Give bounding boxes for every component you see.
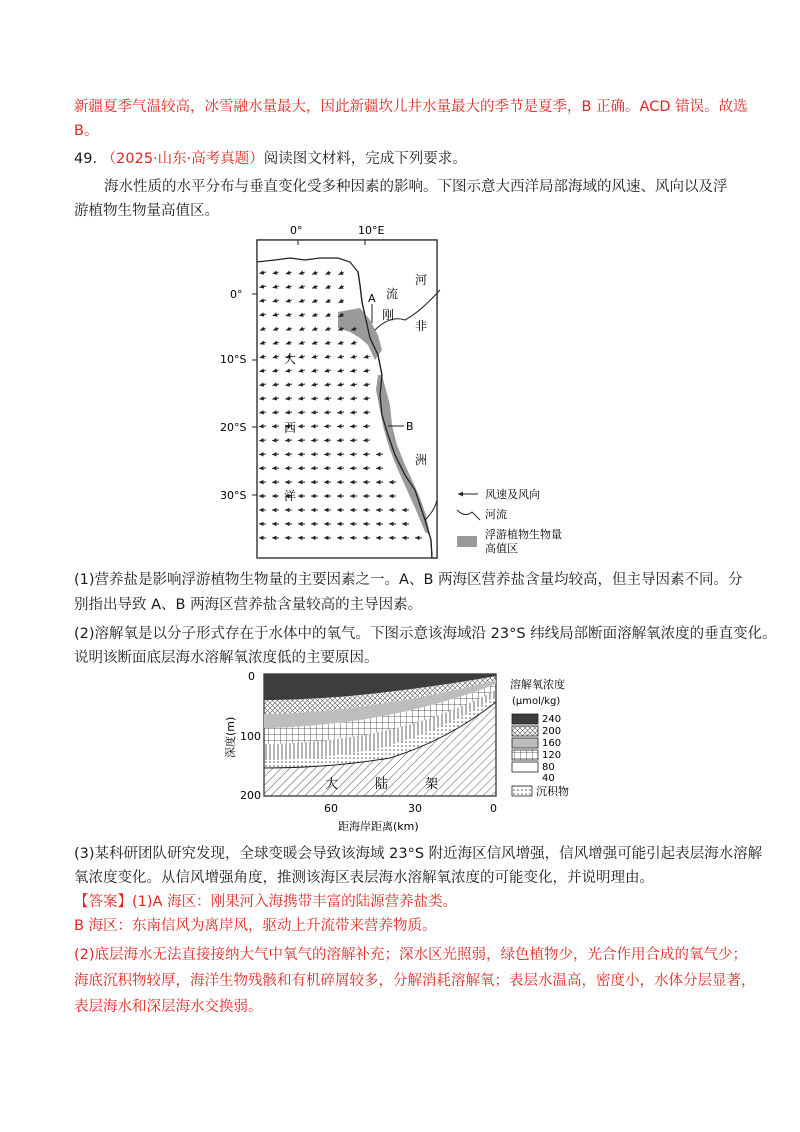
- point-label-b: B: [406, 420, 414, 433]
- question-instruction: 阅读图文材料，完成下列要求。: [263, 151, 467, 167]
- lat-label-30s: 30°S: [220, 489, 247, 502]
- x-tick-30: 30: [408, 802, 422, 815]
- x-axis-label: 距海岸距离(km): [338, 820, 419, 833]
- wind-arrow: [285, 454, 292, 455]
- legend-river-label: 河流: [485, 508, 507, 521]
- y-axis-label: 深度(m): [224, 716, 237, 758]
- legend-plankton-label-2: 高值区: [485, 542, 518, 555]
- wind-arrow: [337, 454, 344, 455]
- wind-arrow: [350, 426, 357, 427]
- answer-line2: B 海区：东南信风为离岸风，驱动上升流带来营养物质。: [74, 918, 437, 934]
- lat-label-20s: 20°S: [220, 421, 247, 434]
- y-tick-200: 200: [240, 789, 261, 802]
- legend-unit: (μmol/kg): [512, 696, 561, 707]
- shelf-char-1: 大: [325, 777, 339, 792]
- shelf-char-2: 陆: [375, 777, 389, 792]
- wind-arrow: [376, 454, 383, 455]
- legend-swatch-200: [512, 726, 538, 736]
- legend-wind-label: 风速及风向: [485, 488, 540, 501]
- material-line2: 游植物生物量高值区。: [74, 203, 219, 219]
- legend-swatch-160: [512, 738, 538, 748]
- wind-arrow: [311, 454, 318, 455]
- q1-line1: (1)营养盐是影响浮游植物生物量的主要因素之一。A、B 两海区营养盐含量均较高，但主导因素不同。分: [74, 572, 743, 588]
- question-source: （2025·山东·高考真题）: [101, 151, 264, 167]
- wind-arrow: [337, 426, 344, 427]
- ocean-char-1: 大: [284, 352, 297, 366]
- answer-tag: 【答案】: [74, 894, 132, 910]
- lon-label-10e: 10°E: [358, 224, 385, 237]
- wind-arrow: [272, 454, 279, 455]
- material-line1: 海水性质的水平分布与垂直变化受多种因素的影响。下图示意大西洋局部海域的风速、风向以及浮: [104, 179, 728, 195]
- answer-line4: 海底沉积物较厚，海洋生物残骸和有机碎屑较多，分解消耗溶解氧；表层水温高，密度小，水体分层显著，: [74, 973, 756, 989]
- wind-arrow: [311, 426, 318, 427]
- ocean-char-3: 洋: [284, 489, 297, 503]
- wind-arrow: [363, 426, 370, 427]
- wind-arrow: [298, 426, 305, 427]
- y-tick-100: 100: [240, 730, 261, 743]
- legend-value-200: 200: [542, 726, 562, 737]
- legend-sediment-label: 沉积物: [536, 785, 569, 798]
- wind-arrow: [259, 454, 266, 455]
- land-char-zhou: 洲: [415, 453, 428, 467]
- land-char-gang: 刚: [382, 308, 395, 322]
- wind-arrow: [272, 426, 279, 427]
- q2-line1: (2)溶解氧是以分子形式存在于水体中的氧气。下图示意该海域沿 23°S 纬线局部断面溶解氧浓度的垂直变化。: [74, 626, 777, 642]
- answer-line5: 表层海水和深层海水交换弱。: [74, 999, 263, 1015]
- legend-value-240: 240: [542, 714, 562, 725]
- x-tick-0: 0: [490, 802, 497, 815]
- question-header: [74, 147, 467, 171]
- wind-arrow: [259, 426, 266, 427]
- wind-arrow: [324, 454, 331, 455]
- legend-swatch-sediment: [512, 786, 532, 796]
- question-number: 49.: [74, 151, 98, 167]
- legend-value-40: 40: [542, 773, 555, 784]
- y-tick-0: 0: [248, 670, 255, 683]
- legend-plankton-label-1: 浮游植物生物量: [485, 528, 562, 541]
- previous-answer-line2: B。: [74, 123, 99, 139]
- legend-value-160: 160: [542, 738, 562, 749]
- legend-value-80: 80: [542, 762, 555, 773]
- legend-value-120: 120: [542, 750, 562, 761]
- land-char-fei: 非: [415, 319, 428, 333]
- lat-label-10s: 10°S: [220, 353, 247, 366]
- wind-arrow: [298, 454, 305, 455]
- q3-line1: (3)某科研团队研究发现，全球变暖会导致该海域 23°S 附近海区信风增强，信风增强可能引起表层海水溶解: [74, 846, 763, 862]
- x-tick-60: 60: [324, 802, 338, 815]
- wind-arrow: [324, 426, 331, 427]
- atlantic-map-figure: [210, 220, 620, 565]
- answer-1: (1)A 海区：刚果河入海携带丰富的陆源营养盐类。: [132, 894, 458, 910]
- wind-arrow: [363, 454, 370, 455]
- lon-label-0: 0°: [290, 224, 303, 237]
- lat-label-0: 0°: [230, 288, 243, 301]
- land-char-liu: 流: [386, 287, 399, 301]
- previous-answer-line1: 新疆夏季气温较高，冰雪融水量最大，因此新疆坎儿井水量最大的季节是夏季，B 正确。ACD 错误。故选: [74, 99, 748, 115]
- land-char-he: 河: [415, 273, 428, 287]
- oxygen-section-figure: [220, 668, 620, 840]
- legend-swatch-120: [512, 750, 538, 760]
- q3-line2: 氧浓度变化。从信风增强角度，推测该海区表层海水溶解氧浓度的可能变化，并说明理由。: [74, 870, 654, 886]
- ocean-char-2: 西: [284, 421, 297, 435]
- legend-swatch-80: [512, 762, 538, 772]
- legend-plankton-swatch: [457, 536, 477, 547]
- q1-line2: 别指出导致 A、B 两海区营养盐含量较高的主导因素。: [74, 597, 423, 613]
- answer-line1: [74, 890, 457, 914]
- answer-line3: (2)底层海水无法直接接纳大气中氧气的溶解补充；深水区光照弱，绿色植物少，光合作用合成的氧气少；: [74, 947, 748, 963]
- legend-title: 溶解氧浓度: [510, 678, 565, 691]
- legend-river-icon: [457, 510, 480, 520]
- shelf-char-3: 架: [425, 777, 439, 792]
- legend-swatch-240: [512, 714, 538, 724]
- q2-line2: 说明该断面底层海水溶解氧浓度低的主要原因。: [74, 650, 379, 666]
- wind-arrow: [350, 454, 357, 455]
- point-label-a: A: [368, 292, 376, 305]
